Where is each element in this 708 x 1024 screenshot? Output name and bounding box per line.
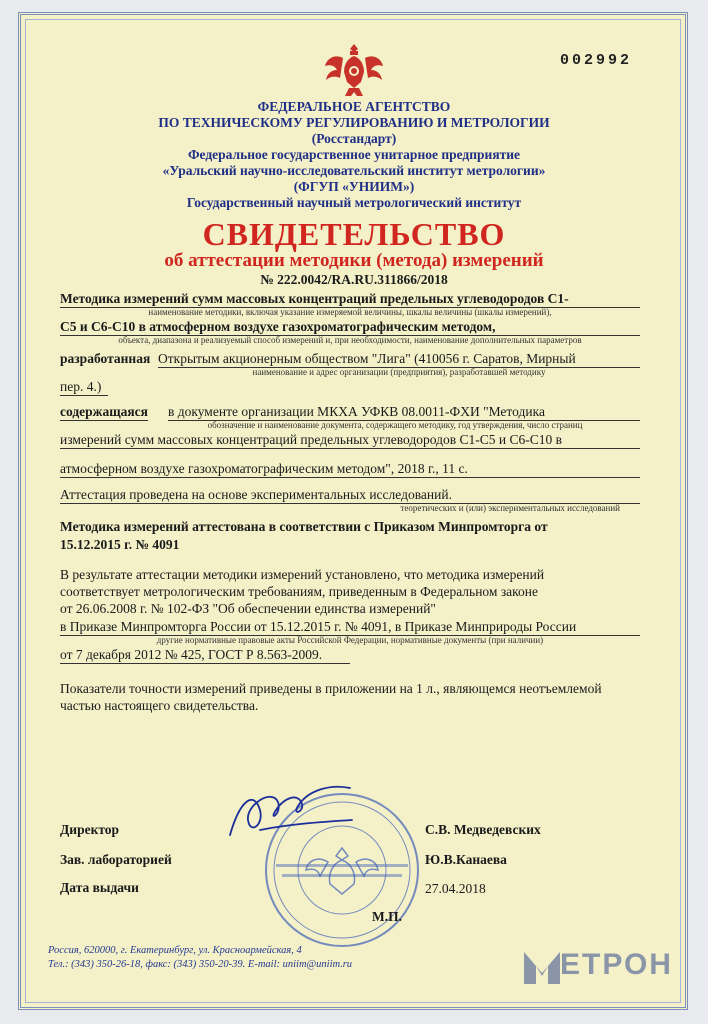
developer-line2: пер. 4.) — [60, 378, 108, 396]
result-line4: в Приказе Минпромторга России от 15.12.2015 г. № 4091, в Приказе Минприроды России — [60, 618, 640, 636]
attestation-line: Аттестация проведена на основе экспериментальных исследований. — [60, 486, 640, 504]
lab-head-name: Ю.В.Канаева — [425, 852, 507, 867]
certificate-number: № 222.0042/RA.RU.311866/2018 — [260, 272, 448, 287]
certificate-title: СВИДЕТЕЛЬСТВО — [202, 216, 506, 252]
director-name: С.В. Медведевских — [425, 822, 541, 837]
attested-line2: 15.12.2015 г. № 4091 — [60, 537, 180, 552]
enterprise-line2: «Уральский научно-исследовательский институт метрологии» — [162, 163, 546, 178]
institute-line: Государственный научный метрологический институт — [186, 195, 522, 210]
developer-label: разработанная — [60, 351, 151, 366]
coat-of-arms-icon — [323, 38, 385, 98]
serial-number: 002992 — [560, 52, 633, 69]
method-line2: С5 и С6-С10 в атмосферном воздухе газохроматографическим методом, — [60, 318, 640, 336]
result-hint: другие нормативные правовые акты Российской Федерации, нормативные документы (при наличии) — [156, 635, 544, 645]
developer-line1: Открытым акционерным обществом "Лига" (410056 г. Саратов, Мирный — [158, 350, 640, 368]
document-line3: атмосферном воздухе газохроматографическим методом", 2018 г., 11 с. — [60, 460, 640, 478]
metron-logo — [522, 946, 672, 986]
developer-hint: наименование и адрес организации (предприятия), разработавшей методику — [252, 367, 546, 377]
result-line3: от 26.06.2008 г. № 102-ФЗ "Об обеспечении единства измерений" — [60, 601, 436, 616]
attestation-hint: теоретических и (или) экспериментальных исследований — [400, 503, 620, 513]
issue-date-value: 27.04.2018 — [425, 881, 486, 896]
metron-logo-text: ЕТРОН — [560, 948, 673, 981]
method-hint2: объекта, диапазона и реализуемый способ измерений и, при необходимости, наименование дополнительных параметров — [118, 335, 582, 345]
director-label: Директор — [60, 822, 120, 837]
enterprise-short: (ФГУП «УНИИМ») — [293, 179, 415, 194]
stamp-place-label: М.П. — [372, 909, 402, 924]
document-line2: измерений сумм массовых концентраций предельных углеводородов С1-С5 и С6-С10 в — [60, 431, 640, 449]
document-hint: обозначение и наименование документа, содержащего методику, год утверждения, число страниц — [207, 420, 583, 430]
agency-line2: ПО ТЕХНИЧЕСКОМУ РЕГУЛИРОВАНИЮ И МЕТРОЛОГИИ — [158, 115, 550, 130]
result-line2: соответствует метрологическим требованиям, приведенным в Федеральном законе — [60, 584, 539, 599]
footer-address: Россия, 620000, г. Екатеринбург, ул. Красноармейская, 4 — [48, 945, 302, 956]
certificate-subtitle: об аттестации методики (метода) измерений — [164, 250, 544, 271]
result-line5: от 7 декабря 2012 № 425, ГОСТ Р 8.563-2009. — [60, 646, 350, 664]
issue-date-label: Дата выдачи — [60, 880, 139, 895]
metron-logo-icon — [522, 946, 562, 986]
document-line1: в документе организации МКХА УФКВ 08.0011-ФХИ "Методика — [168, 403, 640, 421]
agency-line1: ФЕДЕРАЛЬНОЕ АГЕНТСТВО — [257, 99, 451, 114]
document-label: содержащаяся — [60, 404, 148, 419]
method-hint1: наименование методики, включая указание измеряемой величины, шкалы величины (шкалы измерений), — [148, 307, 552, 317]
attested-line1: Методика измерений аттестована в соответствии с Приказом Минпромторга от — [60, 519, 548, 534]
method-line1: Методика измерений сумм массовых концентраций предельных углеводородов С1- — [60, 290, 640, 308]
accuracy-line1: Показатели точности измерений приведены в приложении на 1 л., являющемся неотъемлемой — [60, 681, 602, 696]
director-signature — [220, 780, 360, 850]
lab-head-label: Зав. лабораторией — [60, 852, 172, 867]
enterprise-line1: Федеральное государственное унитарное предприятие — [187, 147, 521, 162]
accuracy-line2: частью настоящего свидетельства. — [60, 698, 259, 713]
result-line1: В результате аттестации методики измерений установлено, что методика измерений — [60, 567, 545, 582]
agency-short: (Росстандарт) — [311, 131, 397, 146]
footer-contacts: Тел.: (343) 350-26-18, факс: (343) 350-20-39. E-mail: uniim@uniim.ru — [48, 959, 353, 970]
